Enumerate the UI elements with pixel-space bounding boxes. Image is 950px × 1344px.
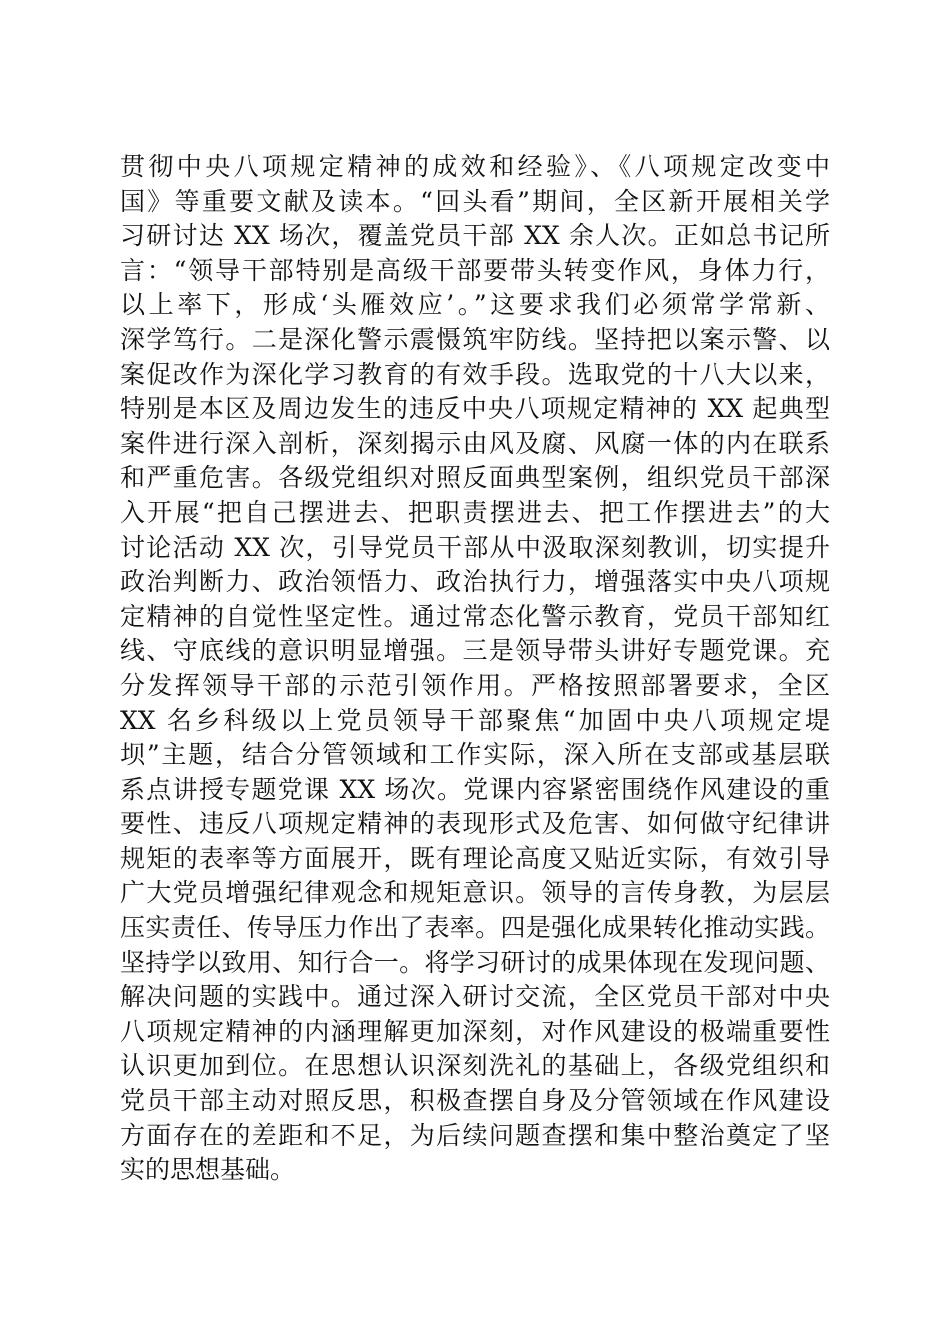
- text-line: 习研讨达 XX 场次，覆盖党员干部 XX 余人次。正如总书记所: [120, 221, 830, 251]
- text-line: 方面存在的差距和不足，为后续问题查摆和集中整治奠定了坚: [120, 1120, 830, 1150]
- text-line: 分发挥领导干部的示范引领作用。严格按照部署要求，全区: [120, 670, 830, 700]
- text-line: 认识更加到位。在思想认识深刻洗礼的基础上，各级党组织和: [120, 1051, 830, 1081]
- text-line: 线、守底线的意识明显增强。三是领导带头讲好专题党课。充: [120, 636, 830, 666]
- text-line: 党员干部主动对照反思，积极查摆自身及分管领域在作风建设: [120, 1086, 830, 1116]
- body-paragraph: [120, 150, 830, 1188]
- text-line: 坚持学以致用、知行合一。将学习研讨的成果体现在发现问题、: [120, 947, 830, 977]
- text-line-last: 实的思想基础。: [120, 1155, 296, 1185]
- text-line: 国》等重要文献及读本。“回头看”期间，全区新开展相关学: [120, 186, 830, 216]
- text-line: 广大党员增强纪律观念和规矩意识。领导的言传身教，为层层: [120, 878, 830, 908]
- text-line: 压实责任、传导压力作出了表率。四是强化成果转化推动实践。: [120, 913, 830, 943]
- text-line: 和严重危害。各级党组织对照反面典型案例，组织党员干部深: [120, 463, 830, 493]
- text-line: 解决问题的实践中。通过深入研讨交流，全区党员干部对中央: [120, 982, 830, 1012]
- text-line: 言：“领导干部特别是高级干部要带头转变作风，身体力行，: [120, 255, 830, 285]
- text-line: 八项规定精神的内涵理解更加深刻，对作风建设的极端重要性: [120, 1016, 830, 1046]
- text-line: XX 名乡科级以上党员领导干部聚焦“加固中央八项规定堤: [120, 705, 830, 735]
- text-line: 深学笃行。二是深化警示震慑筑牢防线。坚持把以案示警、以: [120, 324, 830, 354]
- text-line: 贯彻中央八项规定精神的成效和经验》、《八项规定改变中: [120, 152, 830, 181]
- text-line: 讨论活动 XX 次，引导党员干部从中汲取深刻教训，切实提升: [120, 532, 830, 562]
- text-line: 政治判断力、政治领悟力、政治执行力，增强落实中央八项规: [120, 567, 830, 597]
- text-line: 定精神的自觉性坚定性。通过常态化警示教育，党员干部知红: [120, 601, 830, 631]
- text-line: 特别是本区及周边发生的违反中央八项规定精神的 XX 起典型: [120, 394, 830, 424]
- text-line: 案件进行深入剖析，深刻揭示由风及腐、风腐一体的内在联系: [120, 428, 830, 458]
- text-line: 案促改作为深化学习教育的有效手段。选取党的十八大以来，: [120, 359, 830, 389]
- text-line: 以上率下，形成‘头雁效应’。”这要求我们必须常学常新、: [120, 290, 830, 320]
- text-line: 规矩的表率等方面展开，既有理论高度又贴近实际，有效引导: [120, 843, 830, 873]
- text-line: 系点讲授专题党课 XX 场次。党课内容紧密围绕作风建设的重: [120, 774, 830, 804]
- text-line: 要性、违反八项规定精神的表现形式及危害、如何做守纪律讲: [120, 809, 830, 839]
- text-line: 入开展“把自己摆进去、把职责摆进去、把工作摆进去”的大: [120, 497, 830, 527]
- text-line: 坝”主题，结合分管领域和工作实际，深入所在支部或基层联: [120, 740, 830, 770]
